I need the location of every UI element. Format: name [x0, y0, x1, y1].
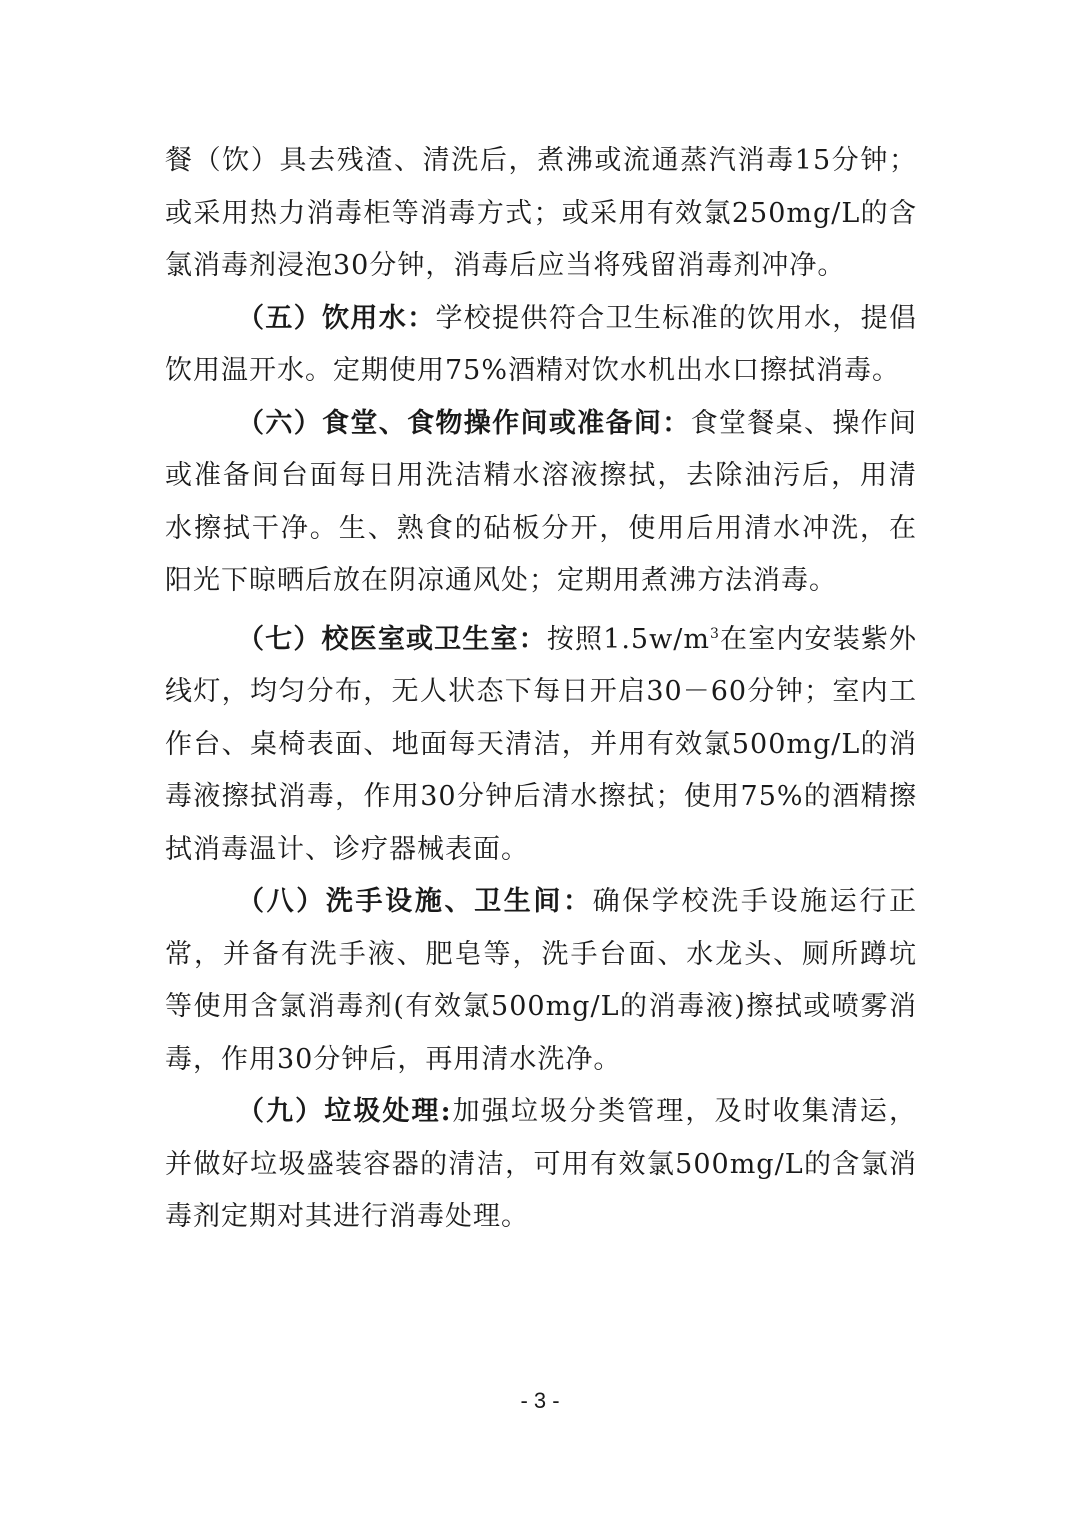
- section-heading: （九）垃圾处理:: [237, 1096, 452, 1127]
- section-heading: （六）食堂、食物操作间或准备间：: [237, 407, 691, 439]
- document-body: [165, 135, 917, 1244]
- page-number: - 3 -: [520, 1388, 560, 1413]
- superscript: 3: [709, 625, 720, 642]
- paragraph-tableware: [165, 135, 917, 293]
- paragraph-text: 在室内安装紫外线灯，均匀分布，无人状态下每日开启30－60分钟；室内工作台、桌椅表面、地面每天清洁，并用有效氯500mg/L的消毒液擦拭消毒，作用30分钟后清水擦拭；使用75%的酒精擦拭消毒温计、诊疗器械表面。: [165, 623, 918, 865]
- paragraph-text: 餐（饮）具去残渣、清洗后，煮沸或流通蒸汽消毒15分钟；或采用热力消毒柜等消毒方式；或采用有效氯250mg/L的含氯消毒剂浸泡30分钟，消毒后应当将残留消毒剂冲净。: [165, 145, 917, 281]
- paragraph-garbage: [165, 1086, 917, 1244]
- paragraph-handwashing: [165, 876, 917, 1086]
- paragraph-text: 确保学校洗手设施运行正常，并备有洗手液、肥皂等，洗手台面、水龙头、厕所蹲坑等使用含氯消毒剂(有效氯500mg/L的消毒液)擦拭或喷雾消毒，作用30分钟后，再用清水洗净。: [165, 886, 918, 1075]
- paragraph-canteen: [165, 398, 917, 608]
- paragraph-text: 食堂餐桌、操作间或准备间台面每日用洗洁精水溶液擦拭，去除油污后，用清水擦拭干净。生、熟食的砧板分开，使用后用清水冲洗，在阳光下晾晒后放在阴凉通风处；定期用煮沸方法消毒。: [165, 407, 918, 596]
- paragraph-drinking-water: [165, 293, 917, 398]
- section-heading: （五）饮用水：: [237, 302, 436, 334]
- section-heading: （七）校医室或卫生室：: [237, 623, 547, 655]
- paragraph-clinic: [165, 608, 917, 877]
- section-heading: （八）洗手设施、卫生间：: [237, 886, 593, 917]
- paragraph-text: 学校提供符合卫生标准的饮用水，提倡饮用温开水。定期使用75%酒精对饮水机出水口擦拭消毒。: [165, 302, 918, 386]
- paragraph-text: 加强垃圾分类管理，及时收集清运，并做好垃圾盛装容器的清洁，可用有效氯500mg/L的含氯消毒剂定期对其进行消毒处理。: [165, 1096, 918, 1232]
- paragraph-text-before-superscript: 按照1.5w/m: [546, 623, 710, 655]
